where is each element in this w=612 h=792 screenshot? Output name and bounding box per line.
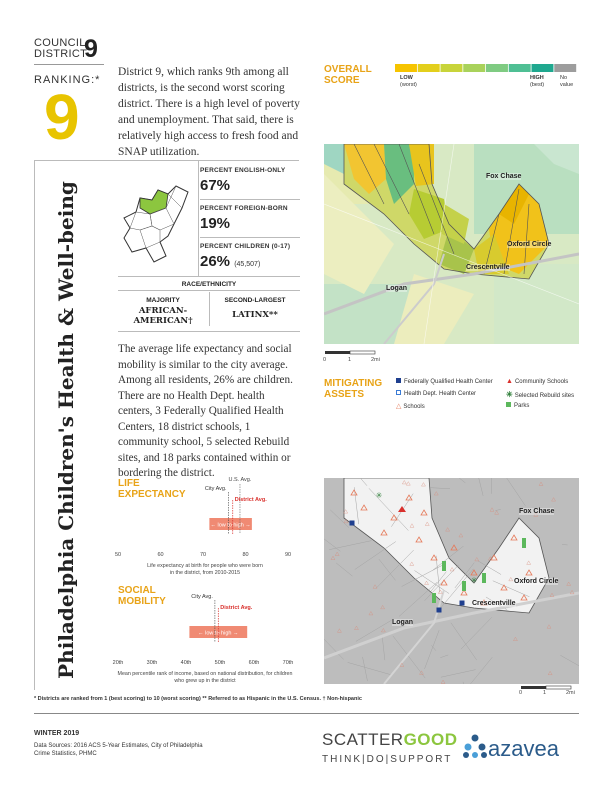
stat-divider <box>200 199 300 200</box>
scale-bar <box>324 350 384 356</box>
us-avg-label: U.S. Avg. <box>228 477 252 483</box>
left-divider <box>34 160 35 690</box>
tick-label: 70 <box>199 552 207 558</box>
overall-score-map <box>324 144 579 344</box>
mitigating-assets-title: MITIGATING ASSETS <box>324 378 383 400</box>
life-expectancy-chart <box>110 470 300 582</box>
city-avg-label: City Avg. <box>191 594 213 600</box>
park-icon <box>462 581 466 591</box>
legend-no-value: No value <box>560 75 574 88</box>
stat-english-only: PERCENT ENGLISH-ONLY 67% <box>200 167 286 194</box>
footer-divider <box>34 713 579 714</box>
legend-swatch <box>463 64 485 72</box>
park-icon <box>522 538 526 548</box>
council-label: COUNCIL DISTRICT <box>34 37 88 60</box>
district-avg-label: District Avg. <box>220 605 253 611</box>
fqhc-icon <box>350 521 355 526</box>
scale-zero: 0 <box>323 357 327 363</box>
map-label-crescentville: Crescentville <box>466 264 510 271</box>
azavea-logo-icon <box>462 733 488 759</box>
scale-one: 1 <box>543 690 547 696</box>
tick-label: 60th <box>248 660 260 666</box>
park-icon <box>432 593 436 603</box>
chart-caption: who grew up in the district <box>174 678 236 684</box>
legend-swatch <box>395 64 417 72</box>
legend-high: HIGH (best) <box>530 75 545 88</box>
legend-swatch <box>509 64 531 72</box>
tick-label: 40th <box>180 660 192 666</box>
header-divider <box>34 64 104 65</box>
scattergood-logo: SCATTERGOOD <box>322 730 458 749</box>
park-square-icon <box>506 402 511 407</box>
legend-health-dept: Health Dept. Health Center <box>396 390 476 397</box>
life-expectancy-title: LIFE EXPECTANCY <box>118 478 186 500</box>
social-mobility-title: SOCIAL MOBILITY <box>118 585 166 607</box>
scale-one: 1 <box>348 357 352 363</box>
legend-low: LOW (worst) <box>400 75 417 88</box>
map-label-oxford-circle: Oxford Circle <box>514 578 559 585</box>
race-title: RACE/ETHNICITY <box>181 281 237 288</box>
scale-zero: 0 <box>519 690 523 696</box>
legend-schools: △ Schools <box>396 403 425 410</box>
fqhc-square-icon <box>396 378 401 383</box>
summary-text: The average life expectancy and social mobility is similar to the city average. Among all residents, 26% are children. There are no Health Dept. health centers, 3 Federally Qualified Health Centers, 18 district schools, 1 community school, 5 selected Rebuild sites, and 18 parks contained within or bordering the district. <box>118 343 293 479</box>
data-sources: Data Sources: 2016 ACS 5-Year Estimates, City of Philadelphia Crime Statistics, PHMC <box>34 743 203 757</box>
chart-caption: Life expectancy at birth for people who were born <box>147 563 263 569</box>
tick-label: 80 <box>242 552 249 558</box>
race-divider <box>118 331 300 332</box>
ranking-label: RANKING:* <box>34 74 101 86</box>
chart-caption: Mean percentile rank of income, based on national distribution, for children <box>117 671 293 677</box>
race-majority: MAJORITY AFRICAN-AMERICAN† <box>133 297 193 326</box>
overall-score-title: OVERALL SCORE <box>324 64 372 86</box>
scale-two: 2mi <box>371 357 380 363</box>
azavea-logo: azavea <box>488 736 559 761</box>
stat-children: PERCENT CHILDREN (0-17) 26% (45,507) <box>200 243 291 270</box>
district-avg-label: District Avg. <box>234 497 267 503</box>
legend-parks: Parks <box>506 402 529 409</box>
race-second: SECOND-LARGEST LATINX** <box>224 297 286 320</box>
page-title: Philadelphia Children's Health & Well-being <box>54 181 78 679</box>
fqhc-icon <box>437 608 442 613</box>
fqhc-icon <box>460 601 465 606</box>
district-number: 9 <box>84 35 98 63</box>
footnote: * Districts are ranked from 1 (best scoring) to 10 (worst scoring) ** Referred to as Hispanic in the U.S. Census. † Non-hispanic <box>34 696 362 702</box>
tick-label: 90 <box>284 552 292 558</box>
stat-foreign-born: PERCENT FOREIGN-BORN 19% <box>200 205 288 232</box>
range-label: ← low to high → <box>210 522 251 529</box>
tick-label: 70th <box>282 660 294 666</box>
legend-rebuild: ✳ Selected Rebuild sites <box>506 390 575 399</box>
chart-caption: in the district, from 2010-2015 <box>169 570 241 576</box>
tick-label: 60 <box>157 552 164 558</box>
race-divider <box>118 290 300 291</box>
scale-two: 2mi <box>566 690 575 696</box>
intro-text: District 9, which ranks 9th among all districts, is the second worst scoring district. There is a high level of poverty and unemployment. That said, there is relatively high access to fresh food and SNAP utilization. <box>118 66 300 158</box>
tick-label: 50 <box>114 552 122 558</box>
legend-swatch <box>418 64 440 72</box>
health-dept-square-icon <box>396 390 401 395</box>
map-label-fox-chase: Fox Chase <box>519 508 555 515</box>
race-divider <box>118 276 300 277</box>
map-label-crescentville: Crescentville <box>472 600 516 607</box>
tick-label: 50th <box>214 660 226 666</box>
city-avg-label: City Avg. <box>204 486 227 492</box>
legend-swatch <box>554 64 576 72</box>
stats-divider <box>198 160 199 276</box>
map-label-fox-chase: Fox Chase <box>486 173 522 180</box>
community-triangle-icon: ▲ <box>506 378 513 385</box>
map-label-logan: Logan <box>392 619 413 626</box>
range-label: ← low to high → <box>198 630 239 637</box>
season-label: WINTER 2019 <box>34 730 80 737</box>
legend-community-schools: ▲ Community Schools <box>506 378 569 385</box>
rebuild-icon: ✳ <box>470 576 478 585</box>
tick-label: 30th <box>146 660 158 666</box>
park-icon <box>482 573 486 583</box>
rebuild-asterisk-icon: ✳ <box>506 390 513 399</box>
mitigating-assets-map <box>324 478 579 684</box>
ranking-value: 9 <box>44 81 80 153</box>
vertical-title <box>48 170 84 690</box>
legend-swatch <box>532 64 554 72</box>
top-divider <box>34 160 299 161</box>
legend-swatch <box>486 64 508 72</box>
tick-label: 20th <box>112 660 124 666</box>
locator-map <box>110 178 196 270</box>
score-legend-bar <box>395 64 577 72</box>
map-label-oxford-circle: Oxford Circle <box>507 241 552 248</box>
legend-fqhc: Federally Qualified Health Center <box>396 378 493 385</box>
stat-divider <box>200 237 300 238</box>
school-triangle-icon: △ <box>396 403 402 410</box>
rebuild-icon: ✳ <box>375 491 383 500</box>
park-icon <box>442 561 446 571</box>
map-label-logan: Logan <box>386 285 407 292</box>
social-mobility-chart <box>110 578 300 690</box>
scattergood-tagline: THINK|DO|SUPPORT <box>322 754 453 765</box>
legend-swatch <box>441 64 463 72</box>
